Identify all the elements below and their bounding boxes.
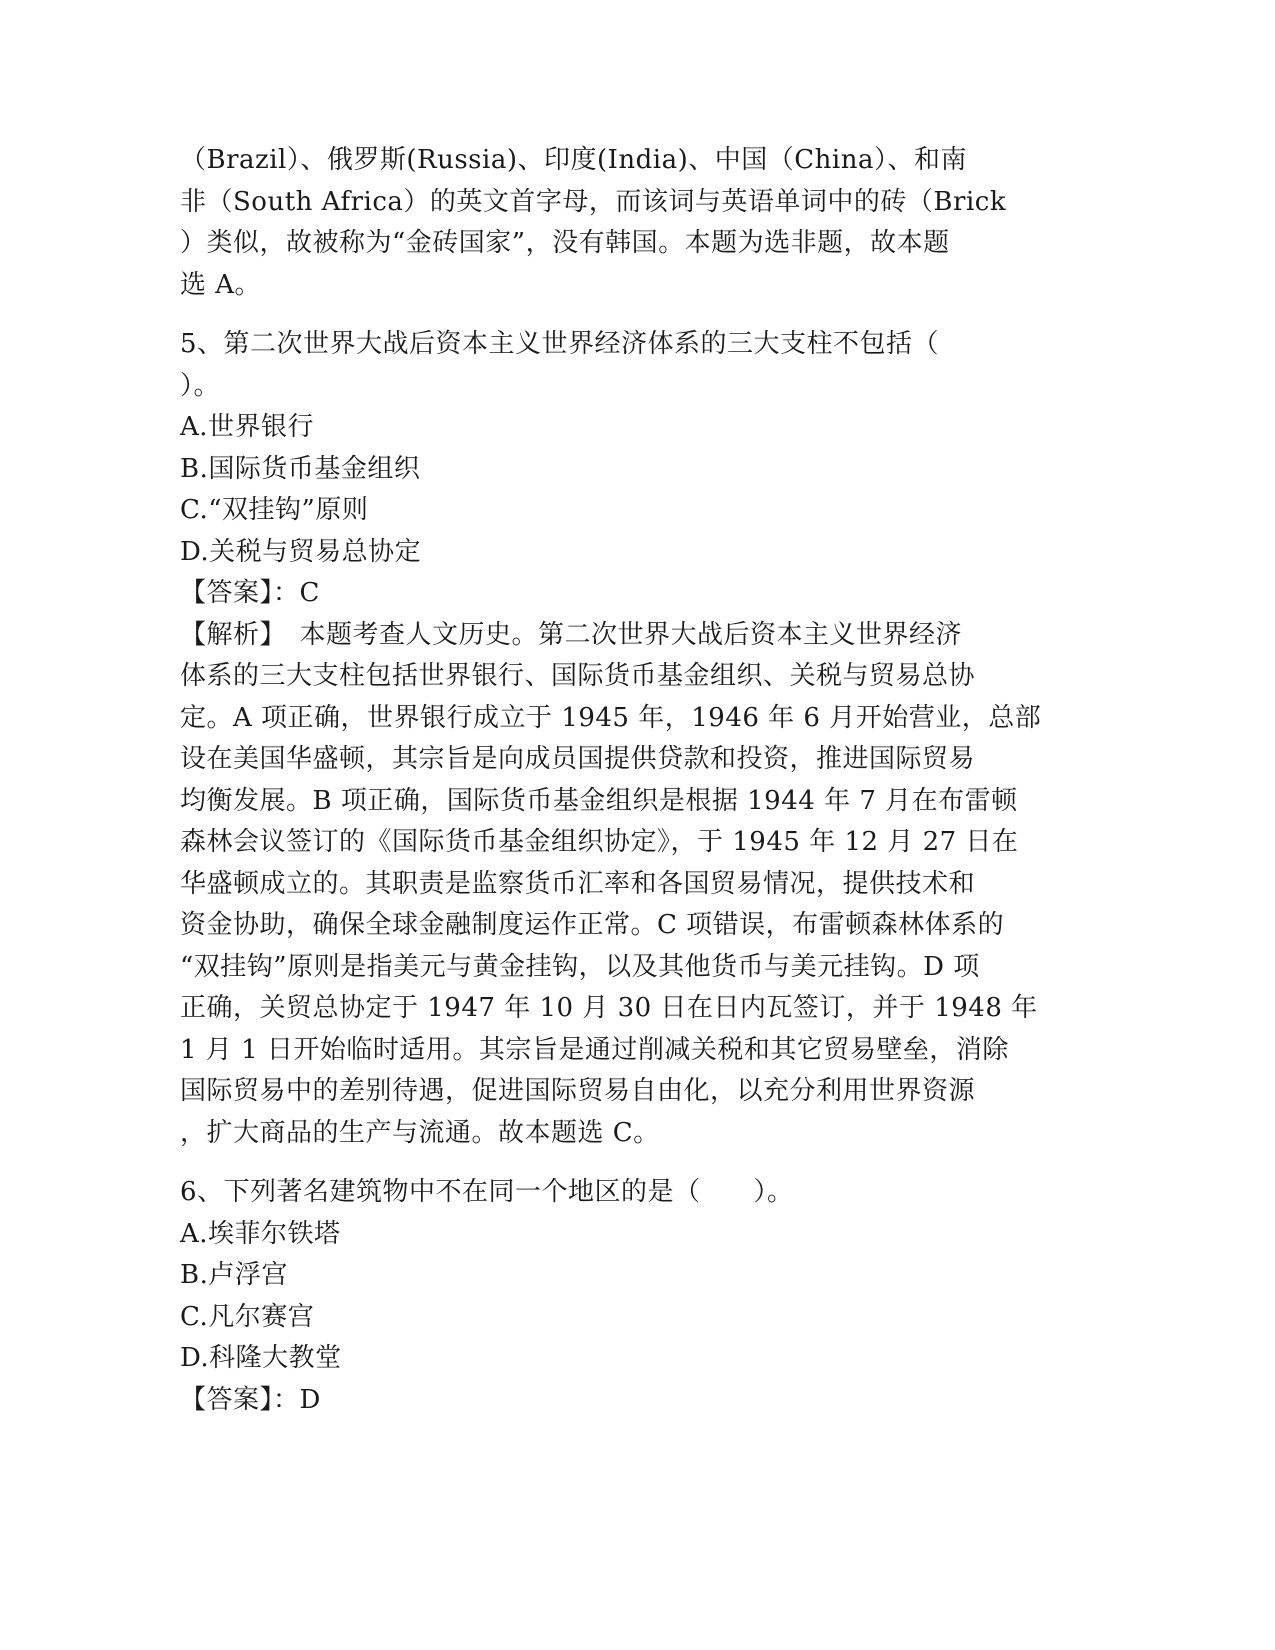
document-page (180, 140, 1040, 1421)
explanation-line: 森林会议签订的《国际货币基金组织协定》，于 1945 年 12 月 27 日在 (180, 827, 1019, 857)
question-stem: 6、下列著名建筑物中不在同一个地区的是（ ）。 (180, 1177, 794, 1207)
option-a: A.埃菲尔铁塔 (180, 1218, 341, 1249)
option-c: C.“双挂钩”原则 (180, 495, 369, 525)
section-gap (180, 306, 1040, 324)
explanation-line: 均衡发展。B 项正确，国际货币基金组织是根据 1944 年 7 月在布雷顿 (180, 785, 1018, 816)
section-gap (180, 1154, 1040, 1172)
explanation-line: 1 月 1 日开始临时适用。其宗旨是通过削减关税和其它贸易壁垒，消除 (180, 1034, 1009, 1065)
explanation-line: 定。A 项正确，世界银行成立于 1945 年，1946 年 6 月开始营业，总部 (180, 702, 1042, 733)
explanation-line: 资金协助，确保全球金融制度运作正常。C 项错误，布雷顿森林体系的 (180, 910, 1005, 940)
answer-line: 【答案】：D (180, 1384, 321, 1415)
previous-explanation (180, 140, 1040, 306)
question-6 (180, 1172, 1040, 1421)
option-c: C.凡尔赛宫 (180, 1301, 315, 1332)
explanation-line: 体系的三大支柱包括世界银行、国际货币基金组织、关税与贸易总协 (180, 661, 976, 691)
explanation-line: 设在美国华盛顿，其宗旨是向成员国提供贷款和投资，推进国际贸易 (180, 744, 976, 774)
explanation (180, 615, 1040, 1155)
explanation-line: 正确，关贸总协定于 1947 年 10 月 30 日在日内瓦签订，并于 1948 年 (180, 993, 1038, 1023)
explanation-line: 【解析】 本题考查人文历史。第二次世界大战后资本主义世界经济 (180, 619, 963, 650)
answer-line: 【答案】：C (180, 578, 320, 608)
explanation-line: ，扩大商品的生产与流通。故本题选 C。 (180, 1117, 660, 1148)
option-d: D.科隆大教堂 (180, 1343, 342, 1373)
question-5 (180, 324, 1040, 1154)
text-line: （Brazil）、俄罗斯(Russia)、印度(India)、中国（China）、和南 (180, 145, 967, 175)
option-d: D.关税与贸易总协定 (180, 536, 422, 567)
explanation-line: 华盛顿成立的。其职责是监察货币汇率和各国贸易情况，提供技术和 (180, 868, 976, 899)
option-b: B.卢浮宫 (180, 1260, 288, 1290)
question-stem: 5、第二次世界大战后资本主义世界经济体系的三大支柱不包括（ (180, 329, 940, 359)
explanation-line: 国际贸易中的差别待遇，促进国际贸易自由化，以充分利用世界资源 (180, 1076, 976, 1106)
text-line: ）类似，故被称为“金砖国家”，没有韩国。本题为选非题，故本题 (180, 228, 950, 258)
option-b: B.国际货币基金组织 (180, 453, 421, 484)
text-line: 选 A。 (180, 269, 262, 300)
explanation-line: “双挂钩”原则是指美元与黄金挂钩，以及其他货币与美元挂钩。D 项 (180, 951, 980, 982)
text-line: 非（South Africa）的英文首字母，而该词与英语单词中的砖（Brick (180, 186, 1007, 217)
option-a: A.世界银行 (180, 412, 315, 442)
question-stem: ）。 (180, 370, 221, 401)
